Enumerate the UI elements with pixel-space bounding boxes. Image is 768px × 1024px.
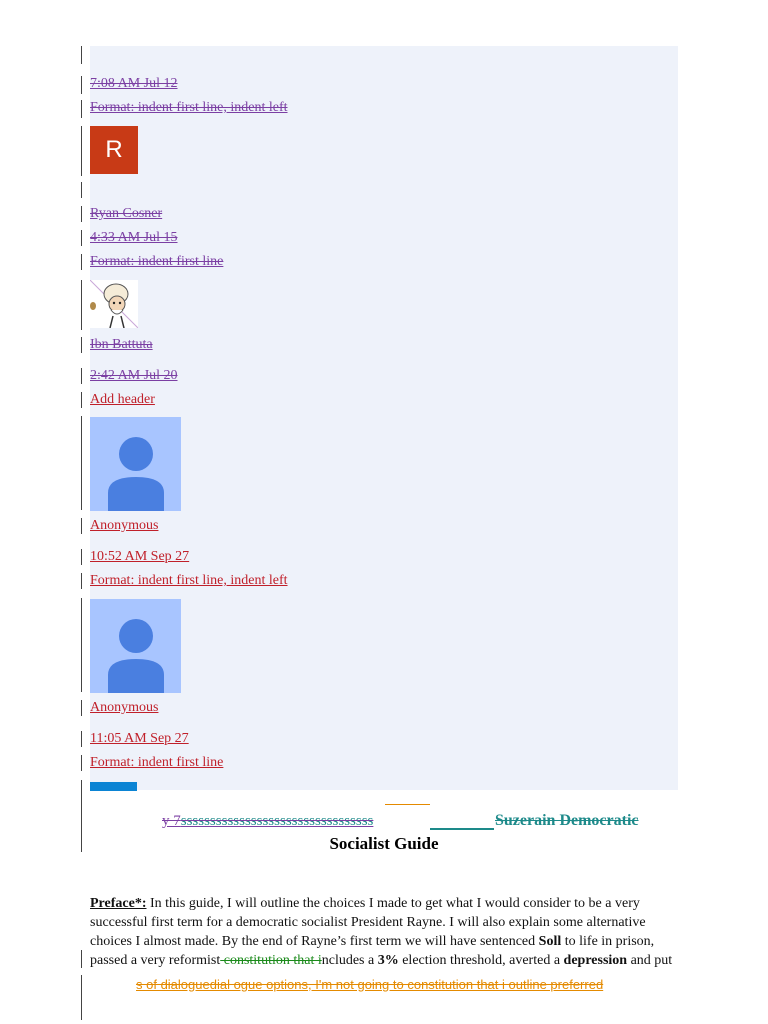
- change-bar: [81, 126, 82, 176]
- page-title: Socialist Guide: [329, 834, 439, 853]
- deleted-suggestion-text: s of dialoguedial ogue options, I'm not going to constitution that i outline preferred: [136, 977, 604, 992]
- cartoon-character-avatar-icon: [90, 280, 138, 328]
- default-person-avatar-icon: [90, 599, 181, 693]
- partial-avatar: [90, 782, 137, 791]
- comment-action[interactable]: Format: indent first line, indent left: [90, 573, 288, 588]
- preface-label: Preface*:: [90, 896, 147, 911]
- comment-timestamp: 11:05 AM Sep 27: [90, 731, 189, 746]
- change-bar: [81, 206, 82, 222]
- change-bar: [81, 100, 82, 118]
- change-bar: [81, 254, 82, 270]
- comment-timestamp: 4:33 AM Jul 15: [90, 230, 178, 245]
- comment-timestamp: 2:42 AM Jul 20: [90, 368, 178, 383]
- change-bar: [81, 368, 82, 384]
- change-bar: [81, 549, 82, 565]
- preface-paragraph: Preface*: In this guide, I will outline the choices I made to get what I would consider to be a very successful first term for a democratic socialist President Rayne. I will also explain some alternative choices I almost made. By the end of Rayne’s first term we will have sentenced Soll to life in prison, passed a very reformist constitution that includes a 3% election threshold, averted a depression and put: [90, 896, 673, 968]
- default-person-avatar-icon: [90, 417, 181, 511]
- change-bar: [81, 573, 82, 589]
- change-bar: [81, 518, 82, 534]
- title-underline: [430, 828, 494, 830]
- change-bar: [81, 950, 82, 968]
- change-bar: [81, 755, 82, 771]
- avatar-ibn-battuta: [90, 280, 138, 328]
- change-bar: [81, 975, 82, 1020]
- change-bar: [81, 598, 82, 692]
- change-bar: [81, 731, 82, 747]
- change-bar: [81, 700, 82, 716]
- comment-action[interactable]: Format: indent first line: [90, 254, 224, 269]
- change-bar: [81, 416, 82, 510]
- change-bar: [81, 280, 82, 330]
- change-bar: [81, 230, 82, 246]
- avatar-ryan-cosner: R: [90, 126, 138, 174]
- comment-timestamp: 7:08 AM Jul 12: [90, 76, 178, 91]
- change-bar: [81, 392, 82, 408]
- avatar-anonymous: [90, 417, 181, 511]
- title-struck-text: Suzerain Democratic: [495, 812, 639, 829]
- comment-author: Anonymous: [90, 518, 159, 533]
- inserted-line-marker: [385, 804, 430, 805]
- comment-author: Ibn Battuta: [90, 337, 153, 352]
- comment-action[interactable]: Format: indent first line, indent left: [90, 100, 288, 115]
- comment-timestamp: 10:52 AM Sep 27: [90, 549, 190, 564]
- deleted-text: constitution that i: [220, 953, 322, 968]
- change-bar: [81, 76, 82, 94]
- title-deleted-text: y 7sssssssssssssssssssssssssssssssss: [162, 813, 374, 829]
- comment-action[interactable]: Add header: [90, 392, 155, 407]
- change-bar: [81, 46, 82, 64]
- comment-author: Ryan Cosner: [90, 206, 163, 221]
- comment-author: Anonymous: [90, 700, 159, 715]
- avatar-anonymous: [90, 599, 181, 693]
- change-bar: [81, 182, 82, 198]
- change-bar: [81, 337, 82, 353]
- comment-action[interactable]: Format: indent first line: [90, 755, 224, 770]
